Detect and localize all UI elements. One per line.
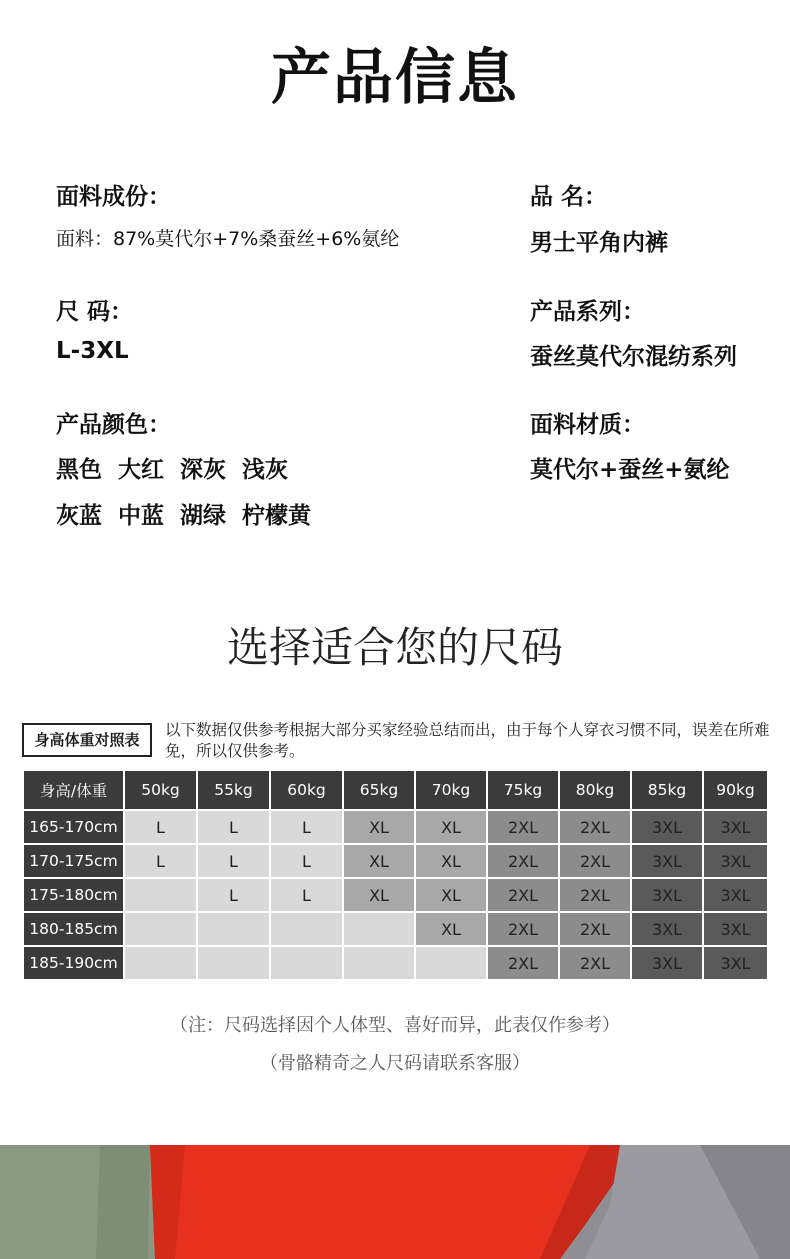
weight-header: 60kg bbox=[270, 770, 343, 810]
size-cell: 2XL bbox=[559, 844, 631, 878]
size-cell: 3XL bbox=[703, 946, 768, 980]
height-label: 175-180cm bbox=[23, 878, 124, 912]
size-cell bbox=[343, 912, 415, 946]
size-cell: L bbox=[270, 844, 343, 878]
size-cell: 3XL bbox=[703, 810, 768, 844]
size-cell: 3XL bbox=[703, 844, 768, 878]
size-cell bbox=[343, 946, 415, 980]
height-label: 165-170cm bbox=[23, 810, 124, 844]
size-cell: 3XL bbox=[703, 912, 768, 946]
size-cell: XL bbox=[415, 878, 487, 912]
size-cell: 2XL bbox=[559, 912, 631, 946]
size-cell: L bbox=[124, 844, 197, 878]
weight-header: 85kg bbox=[631, 770, 703, 810]
product-photo bbox=[0, 1145, 790, 1259]
size-cell: XL bbox=[415, 912, 487, 946]
weight-header: 70kg bbox=[415, 770, 487, 810]
fabric-swatch-image bbox=[0, 1145, 790, 1259]
size-cell: L bbox=[197, 878, 270, 912]
size-cell: 3XL bbox=[631, 878, 703, 912]
name-value: 男士平角内裤 bbox=[530, 230, 668, 256]
name-label: 品 名： bbox=[530, 184, 608, 210]
size-cell bbox=[415, 946, 487, 980]
table-row bbox=[23, 844, 768, 878]
colors-line1: 黑色 大红 深灰 浅灰 bbox=[56, 457, 289, 483]
fabric-value: 面料：87%莫代尔+7%桑蚕丝+6%氨纶 bbox=[56, 228, 400, 250]
size-cell: 2XL bbox=[559, 810, 631, 844]
weight-header: 65kg bbox=[343, 770, 415, 810]
size-cell bbox=[124, 946, 197, 980]
table-tag: 身高体重对照表 bbox=[22, 723, 152, 757]
height-label: 170-175cm bbox=[23, 844, 124, 878]
weight-header: 80kg bbox=[559, 770, 631, 810]
weight-header: 55kg bbox=[197, 770, 270, 810]
size-cell: L bbox=[124, 810, 197, 844]
size-cell: 2XL bbox=[487, 912, 559, 946]
table-header-row bbox=[23, 770, 768, 810]
size-value: L-3XL bbox=[56, 338, 129, 364]
height-label: 180-185cm bbox=[23, 912, 124, 946]
series-value: 蚕丝莫代尔混纺系列 bbox=[530, 344, 737, 370]
size-cell: L bbox=[270, 810, 343, 844]
table-row bbox=[23, 878, 768, 912]
size-cell: XL bbox=[343, 878, 415, 912]
size-label: 尺 码： bbox=[56, 299, 134, 325]
size-cell: XL bbox=[415, 810, 487, 844]
colors-line2: 灰蓝 中蓝 湖绿 柠檬黄 bbox=[56, 503, 312, 529]
size-cell: 2XL bbox=[559, 946, 631, 980]
size-cell: 2XL bbox=[487, 844, 559, 878]
size-cell: 3XL bbox=[631, 810, 703, 844]
size-cell: L bbox=[270, 878, 343, 912]
weight-header: 75kg bbox=[487, 770, 559, 810]
size-cell: XL bbox=[343, 810, 415, 844]
table-note: 以下数据仅供参考根据大部分买家经验总结而出，由于每个人穿衣习惯不同，误差在所难免，所以仅供参考。 bbox=[165, 721, 770, 760]
height-label: 185-190cm bbox=[23, 946, 124, 980]
fabric-label: 面料成份： bbox=[56, 184, 171, 210]
table-corner: 身高/体重 bbox=[23, 770, 124, 810]
size-table bbox=[22, 769, 769, 981]
size-cell: 2XL bbox=[487, 878, 559, 912]
material-label: 面料材质： bbox=[530, 412, 645, 438]
size-section-title: 选择适合您的尺码 bbox=[226, 623, 563, 672]
table-row bbox=[23, 946, 768, 980]
size-cell bbox=[124, 912, 197, 946]
colors-label: 产品颜色： bbox=[56, 412, 171, 438]
material-value: 莫代尔+蚕丝+氨纶 bbox=[530, 457, 730, 483]
size-cell: XL bbox=[415, 844, 487, 878]
size-cell: 3XL bbox=[631, 844, 703, 878]
series-label: 产品系列： bbox=[530, 299, 645, 325]
size-cell: 2XL bbox=[487, 946, 559, 980]
table-row bbox=[23, 912, 768, 946]
size-cell: 3XL bbox=[703, 878, 768, 912]
size-cell: L bbox=[197, 810, 270, 844]
size-cell: L bbox=[197, 844, 270, 878]
weight-header: 90kg bbox=[703, 770, 768, 810]
size-cell bbox=[197, 912, 270, 946]
footnote-1: （注：尺码选择因个人体型、喜好而异，此表仅作参考） bbox=[170, 1015, 620, 1036]
size-cell: 2XL bbox=[487, 810, 559, 844]
weight-header: 50kg bbox=[124, 770, 197, 810]
page-title: 产品信息 bbox=[271, 43, 519, 113]
size-cell: 3XL bbox=[631, 912, 703, 946]
size-cell bbox=[270, 912, 343, 946]
size-cell: 3XL bbox=[631, 946, 703, 980]
table-row bbox=[23, 810, 768, 844]
size-cell bbox=[197, 946, 270, 980]
size-cell bbox=[270, 946, 343, 980]
footnote-2: （骨骼精奇之人尺码请联系客服） bbox=[260, 1053, 530, 1074]
size-cell: XL bbox=[343, 844, 415, 878]
size-cell: 2XL bbox=[559, 878, 631, 912]
size-cell bbox=[124, 878, 197, 912]
